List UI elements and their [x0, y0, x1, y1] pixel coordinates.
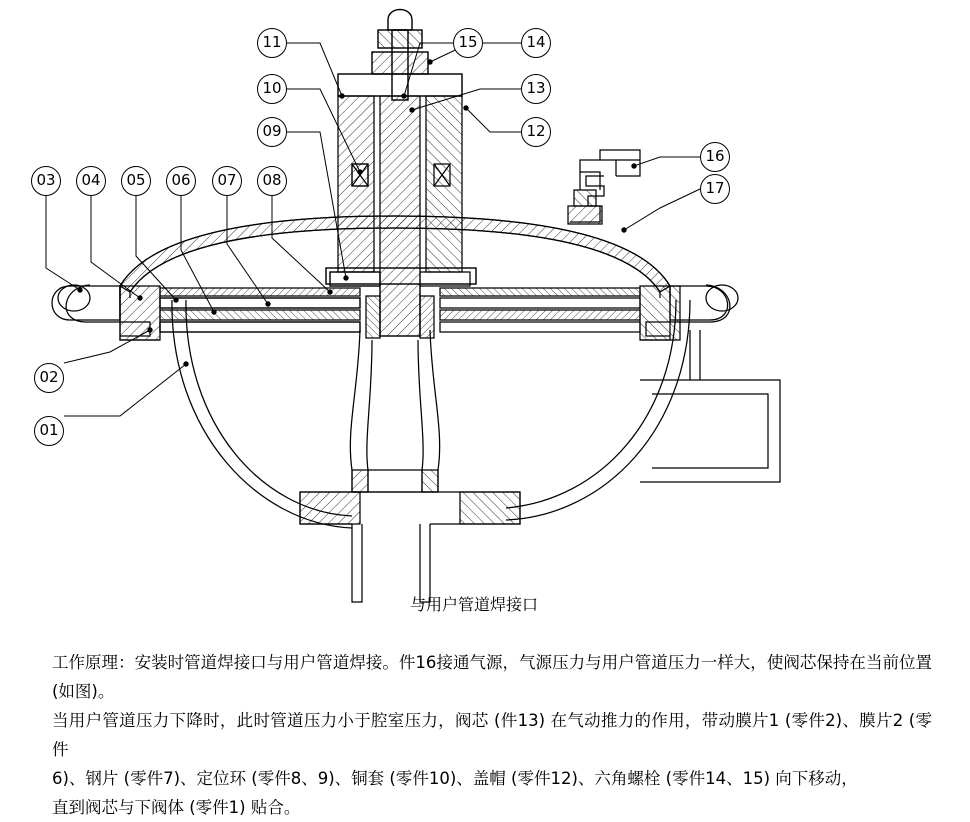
callout-06: 06: [166, 166, 196, 196]
callout-02: 02: [34, 363, 64, 393]
callout-09: 09: [257, 117, 287, 147]
note-line-1: 工作原理：安装时管道焊接口与用户管道焊接。件16接通气源，气源压力与用户管道压力一样大，使阀芯保持在当前位置 (如图)。: [52, 653, 932, 701]
callout-03: 03: [31, 166, 61, 196]
callout-08: 08: [257, 166, 287, 196]
note-line-2: 当用户管道压力下降时，此时管道压力小于腔室压力，阀芯 (件13) 在气动推力的作用，带动膜片1 (零件2)、膜片2 (零件: [52, 711, 932, 759]
callout-15: 15: [453, 28, 483, 58]
callout-04: 04: [76, 166, 106, 196]
callout-13: 13: [521, 74, 551, 104]
callout-14: 14: [521, 28, 551, 58]
note-line-4: 直到阀芯与下阀体 (零件1) 贴合。: [52, 798, 301, 817]
pipe-weld-port-label: 与用户管道焊接口: [410, 595, 539, 614]
working-principle-notes: [52, 648, 932, 822]
callout-17: 17: [700, 174, 730, 204]
callout-05: 05: [121, 166, 151, 196]
callout-07: 07: [212, 166, 242, 196]
callout-12: 12: [521, 117, 551, 147]
callout-11: 11: [257, 28, 287, 58]
callout-16: 16: [700, 142, 730, 172]
callout-01: 01: [34, 416, 64, 446]
note-line-3: 6)、钢片 (零件7)、定位环 (零件8、9)、铜套 (零件10)、盖帽 (零件12)、六角螺栓 (零件14、15) 向下移动，: [52, 769, 858, 788]
callout-10: 10: [257, 74, 287, 104]
